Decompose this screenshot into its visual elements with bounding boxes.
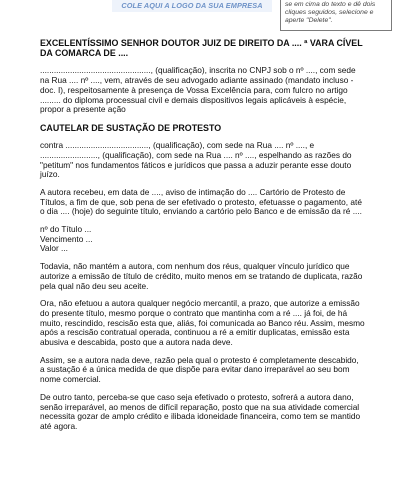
unfounded-paragraph: Assim, se a autora nada deve, razão pela qual o protesto é completamente descabido, a sustação é a única medida de que dispõe para evitar dano irreparável ao seu bom nome comercial.: [40, 354, 359, 385]
logo-placeholder: COLE AQUI A LOGO DA SUA EMPRESA: [112, 0, 272, 12]
amount-line: Valor ...: [40, 243, 68, 254]
title-number-line: nº do Título ...: [40, 224, 92, 235]
document-title: EXCELENTÍSSIMO SENHOR DOUTOR JUIZ DE DIREITO DA .... ª VARA CÍVEL DA COMARCA DE ....: [40, 38, 363, 59]
document-body: [40, 38, 365, 432]
damage-paragraph: De outro tanto, perceba-se que caso seja efetivado o protesto, sofrerá a autora dano, senão irreparável, ao menos de difícil reparação, posto que na sua atividade comercial necessita gozar de amplo crédito e ilibada idoneidade financeira, como tem se mantido até agora.: [40, 391, 361, 431]
no-link-paragraph: Todavia, não mantém a autora, com nenhum dos réus, qualquer vínculo jurídico que autorize a emissão de título de crédito, muito menos em se tratando de duplicata, razão pela qual não deu seu aceite.: [40, 261, 363, 291]
due-date-line: Vencimento ...: [40, 233, 93, 244]
intro-paragraph: ................................................, (qualificação), inscrita no CNPJ sob o nº ...., com sede na Rua .... nº ...., vem, através de seu advogado adiante assinado (mandato incluso - doc. I), respeitosamente à presença de Vossa Excelência para, com fulcro no artigo ......... do diploma processual civil e demais dispositivos legais aplicáveis à espécie, propor a presente ação: [40, 65, 356, 115]
instruction-note: se em cima do texto e dê dois cliques seguidos, selecione e aperte "Delete".: [280, 0, 392, 31]
action-heading: CAUTELAR DE SUSTAÇÃO DE PROTESTO: [40, 122, 222, 133]
parties-paragraph: contra ...................................., (qualificação), com sede na Rua .... nº ...., e ........................., (qualificação), com sede na Rua .... nº ...., espelhando as razões do "petitum" nos fundamentos fáticos e jurídicos que passa a aduzir perante esse douto juízo.: [40, 140, 352, 180]
no-business-paragraph: Ora, não efetuou a autora qualquer negócio mercantil, a prazo, que autorize a emissão do presente título, mesmo porque o contrato que mantinha com a ré .... já foi, de há muito, rescindido, rescisão esta que, aliás, foi comunicada ao Banco réu. Assim, mesmo após a rescisão contratual operada, continuou a ré a emitir duplicatas, emissão esta abusiva e descabida, posto que a autora nada deve.: [40, 298, 365, 348]
notice-paragraph: A autora recebeu, em data de ...., aviso de intimação do .... Cartório de Protesto de Títulos, a fim de que, sob pena de ser efetivado o protesto, efetuasse o pagamento, até o dia .... (hoje) do seguinte título, enviando a cartório pelo Banco e de emissão da ré ....: [40, 186, 362, 217]
